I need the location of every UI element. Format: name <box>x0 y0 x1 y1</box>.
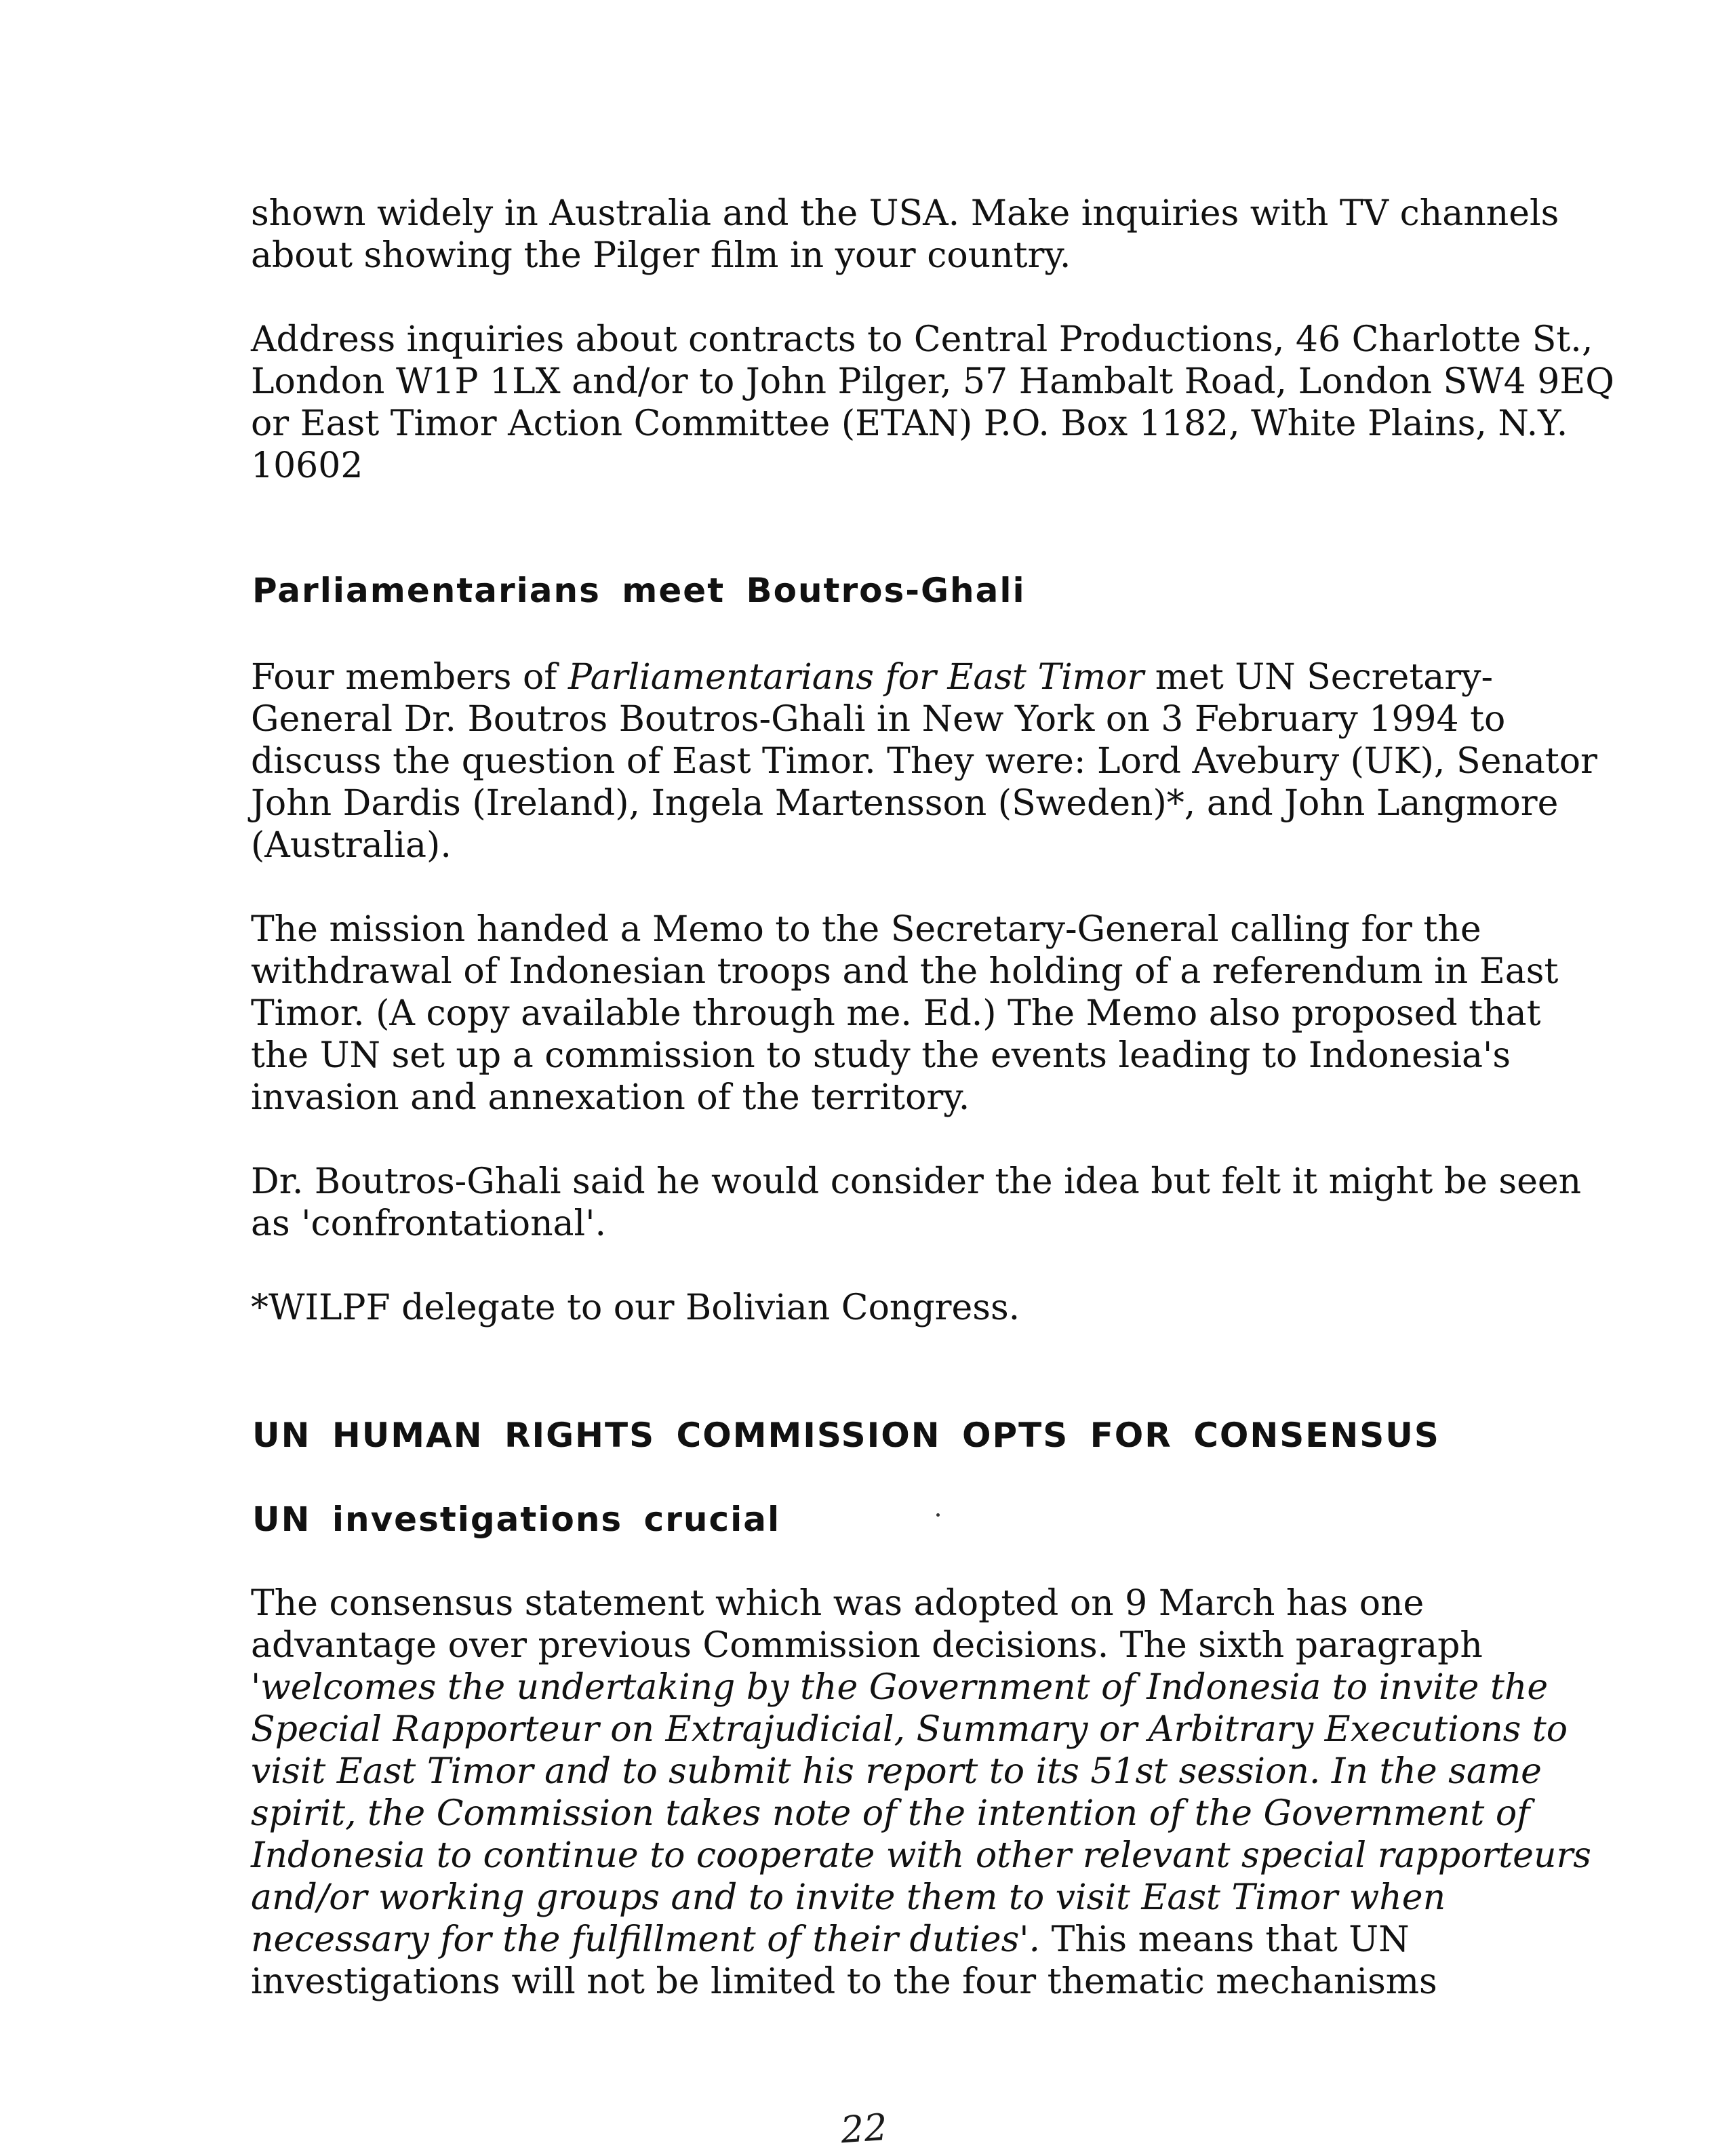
text-run: This means that UN <box>1040 1919 1410 1960</box>
quoted-text-run: necessary for the fulfillment of their duties'. <box>251 1919 1041 1960</box>
un-investigations-subheading: UN investigations crucial <box>252 1500 781 1539</box>
text-line: investigations will not be limited to the four thematic mechanisms <box>251 1961 1437 2002</box>
text-line <box>251 1919 1573 1961</box>
pilger-film-paragraph <box>251 193 1573 277</box>
parliamentarians-paragraph <box>251 656 1597 866</box>
text-line: advantage over previous Commission decisions. The sixth paragraph <box>251 1625 1483 1666</box>
text-line: *WILPF delegate to our Bolivian Congress. <box>251 1287 1020 1328</box>
stray-mark <box>936 1513 940 1517</box>
text-line: discuss the question of East Timor. They were: Lord Avebury (UK), Senator <box>251 741 1597 782</box>
text-line <box>251 656 1573 698</box>
text-line: (Australia). <box>251 825 452 866</box>
text-line: 10602 <box>251 445 363 486</box>
human-rights-commission-heading: UN HUMAN RIGHTS COMMISSION OPTS FOR CONSENSUS <box>252 1416 1440 1455</box>
memo-paragraph <box>251 909 1573 1119</box>
text-run: Four members of <box>251 657 569 698</box>
quoted-text-line: Indonesia to continue to cooperate with other relevant special rapporteurs <box>251 1835 1591 1876</box>
text-line: The consensus statement which was adopted on 9 March has one <box>251 1583 1424 1624</box>
quoted-text-line: spirit, the Commission takes note of the intention of the Government of <box>251 1793 1530 1834</box>
footnote <box>251 1287 1573 1329</box>
text-run: met UN Secretary- <box>1144 657 1494 698</box>
quoted-text-line: 'welcomes the undertaking by the Government of Indonesia to invite the <box>251 1667 1549 1708</box>
text-line: invasion and annexation of the territory. <box>251 1077 970 1118</box>
text-line: Address inquiries about contracts to Central Productions, 46 Charlotte St., <box>251 319 1593 360</box>
consensus-statement-paragraph <box>251 1582 1591 2003</box>
text-line: shown widely in Australia and the USA. Make inquiries with TV channels <box>251 193 1559 234</box>
text-line: the UN set up a commission to study the events leading to Indonesia's <box>251 1035 1511 1076</box>
text-line: Timor. (A copy available through me. Ed.) The Memo also proposed that <box>251 993 1541 1034</box>
parliamentarians-heading: Parliamentarians meet Boutros-Ghali <box>252 571 1026 610</box>
text-line: The mission handed a Memo to the Secretary-General calling for the <box>251 909 1481 950</box>
quoted-text-line: Special Rapporteur on Extrajudicial, Summary or Arbitrary Executions to <box>251 1709 1568 1750</box>
text-line: or East Timor Action Committee (ETAN) P.O. Box 1182, White Plains, N.Y. <box>251 403 1568 444</box>
text-line: as 'confrontational'. <box>251 1203 607 1244</box>
text-line: Dr. Boutros-Ghali said he would consider the idea but felt it might be seen <box>251 1161 1582 1202</box>
text-line: John Dardis (Ireland), Ingela Martensson (Sweden)*, and John Langmore <box>251 783 1559 824</box>
text-line: General Dr. Boutros Boutros-Ghali in New York on 3 February 1994 to <box>251 699 1506 740</box>
address-inquiries-paragraph <box>251 319 1614 487</box>
quoted-text-line: and/or working groups and to invite them to visit East Timor when <box>251 1877 1446 1918</box>
page-number: 22 <box>839 2105 889 2152</box>
quoted-text-line: visit East Timor and to submit his report to its 51st session. In the same <box>251 1751 1542 1792</box>
text-line: about showing the Pilger film in your country. <box>251 235 1071 276</box>
text-line: London W1P 1LX and/or to John Pilger, 57 Hambalt Road, London SW4 9EQ <box>251 361 1614 402</box>
boutros-ghali-response-paragraph <box>251 1161 1582 1245</box>
publication-name: Parliamentarians for East Timor <box>568 657 1144 698</box>
text-line: withdrawal of Indonesian troops and the holding of a referendum in East <box>251 951 1559 992</box>
